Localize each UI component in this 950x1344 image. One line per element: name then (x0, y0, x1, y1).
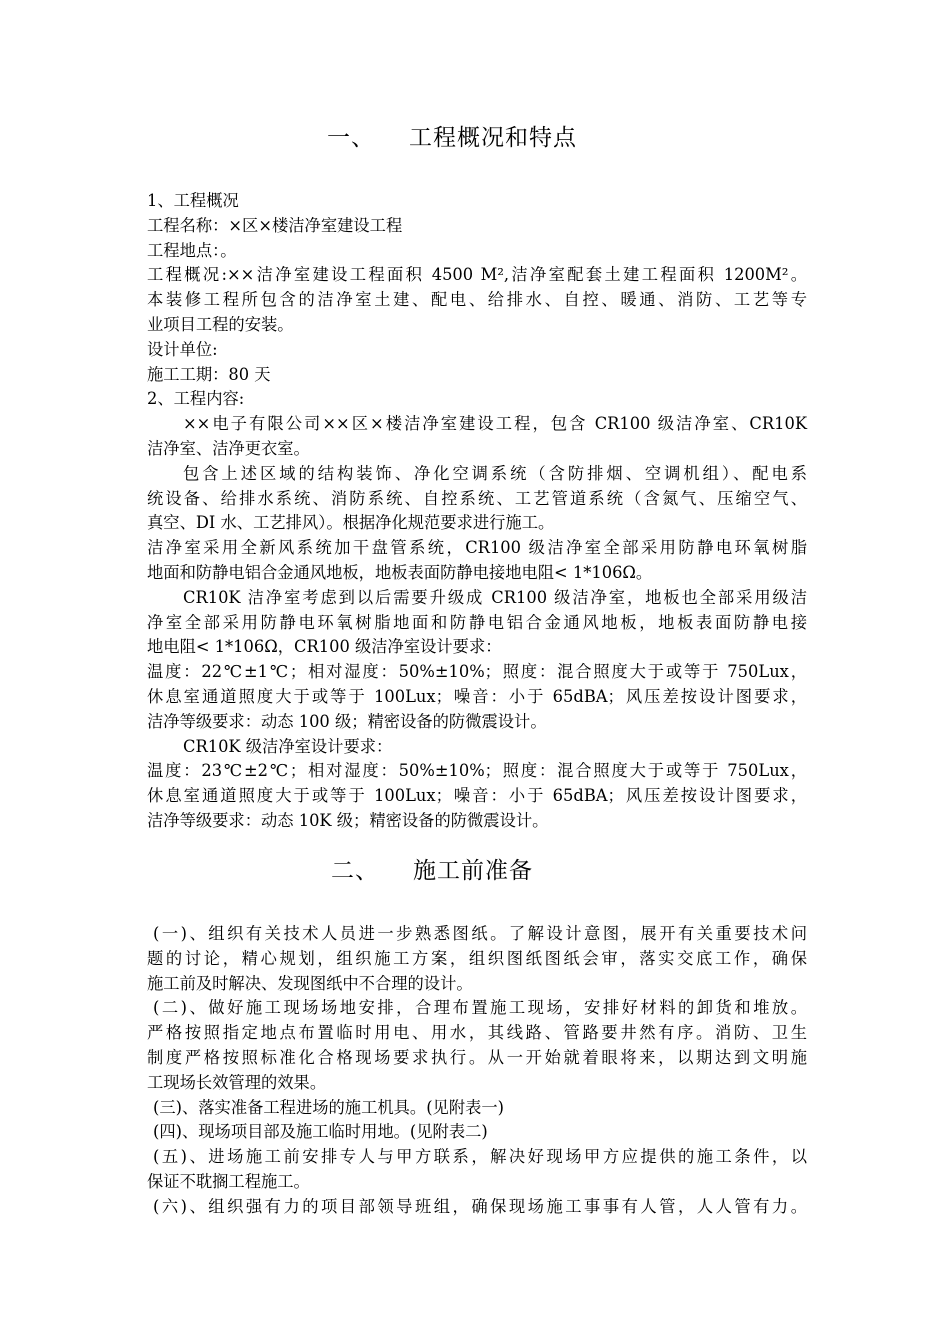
paragraph-line: 洁净室采用全新风系统加干盘管系统，CR100 级洁净室全部采用防静电环氧树脂 (147, 538, 807, 558)
paragraph-line: 题的讨论，精心规划，组织施工方案，组织图纸图纸会审，落实交底工作，确保 (147, 948, 807, 968)
paragraph-line: 洁净等级要求：动态 100 级；精密设备的防微震设计。 (147, 711, 547, 731)
paragraph-line: 业项目工程的安装。 (147, 314, 294, 334)
paragraph-line: 统设备、给排水系统、消防系统、自控系统、工艺管道系统（含氮气、压缩空气、 (147, 488, 807, 508)
paragraph-line: 本装修工程所包含的洁净室土建、配电、给排水、自控、暖通、消防、工艺等专 (147, 290, 807, 310)
paragraph-line: 真空、DI 水、工艺排风）。根据净化规范要求进行施工。 (147, 513, 555, 533)
paragraph-line: 温度：23℃±2℃；相对湿度：50%±10%；照度：混合照度大于或等于 750Lux， (147, 761, 807, 781)
paragraph-line: 设计单位: (147, 339, 218, 359)
paragraph-line: 洁净等级要求：动态 10K 级；精密设备的防微震设计。 (147, 810, 549, 830)
paragraph-line: (五)、进场施工前安排专人与甲方联系，解决好现场甲方应提供的施工条件，以 (153, 1147, 807, 1167)
paragraph-line: 工程地点：。 (147, 240, 237, 260)
section-1-heading (147, 119, 757, 152)
paragraph-line: (一)、组织有关技术人员进一步熟悉图纸。了解设计意图，展开有关重要技术问 (153, 924, 807, 943)
paragraph-line: 施工前及时解决、发现图纸中不合理的设计。 (147, 973, 473, 993)
paragraph-line: 休息室通道照度大于或等于 100Lux；噪音：小于 65dBA；风压差按设计图要求， (147, 686, 807, 706)
paragraph-line: 休息室通道照度大于或等于 100Lux；噪音：小于 65dBA；风压差按设计图要求， (147, 786, 807, 806)
paragraph-line: 地电阻< 1*106Ω，CR100 级洁净室设计要求： (147, 637, 502, 657)
section-1-body (147, 189, 807, 834)
paragraph-line: 1、工程概况 (147, 191, 239, 210)
paragraph-line: 工程名称：×区×楼洁净室建设工程 (147, 215, 403, 235)
paragraph-line: CR10K 级洁净室设计要求： (183, 736, 393, 756)
section-1-number: 一、 (327, 125, 375, 151)
paragraph-line: 工程概况:××洁净室建设工程面积 4500 M²,洁净室配套土建工程面积 1200M²。 (147, 265, 807, 285)
section-2-title: 施工前准备 (413, 858, 533, 884)
paragraph-line: (四)、现场项目部及施工临时用地。(见附表二) (153, 1122, 488, 1142)
paragraph-line: 温度：22℃±1℃；相对湿度：50%±10%；照度：混合照度大于或等于 750Lux， (147, 662, 807, 682)
paragraph-line: 地面和防静电铝合金通风地板，地板表面防静电接地电阻< 1*106Ω。 (147, 562, 653, 582)
paragraph-line: (三)、落实准备工程进场的施工机具。(见附表一) (153, 1097, 505, 1117)
paragraph-line: (六)、组织强有力的项目部领导班组，确保现场施工事事有人管，人人管有力。 (153, 1196, 807, 1216)
section-2-number: 二、 (331, 858, 379, 884)
paragraph-line: 2、工程内容: (147, 389, 245, 409)
paragraph-line: (二)、做好施工现场场地安排，合理布置施工现场，安排好材料的卸货和堆放。 (153, 998, 807, 1018)
paragraph-line: 严格按照指定地点布置临时用电、用水，其线路、管路要井然有序。消防、卫生 (147, 1023, 807, 1043)
paragraph-line: CR10K 洁净室考虑到以后需要升级成 CR100 级洁净室，地板也全部采用级洁 (183, 587, 807, 607)
paragraph-line: 制度严格按照标准化合格现场要求执行。从一开始就着眼将来，以期达到文明施 (147, 1047, 807, 1067)
paragraph-line: 净室全部采用防静电环氧树脂地面和防静电铝合金通风地板，地板表面防静电接 (147, 612, 807, 632)
paragraph-line: 洁净室、洁净更衣室。 (147, 438, 310, 458)
section-2-heading (147, 852, 717, 885)
paragraph-line: 包含上述区域的结构装饰、净化空调系统（含防排烟、空调机组）、配电系 (183, 463, 807, 483)
section-1-title: 工程概况和特点 (409, 125, 577, 151)
paragraph-line: 工现场长效管理的效果。 (147, 1072, 327, 1092)
paragraph-line: 施工工期：80 天 (147, 364, 271, 384)
section-2-body (147, 922, 807, 1220)
paragraph-line: 保证不耽搁工程施工。 (147, 1171, 310, 1191)
paragraph-line: ××电子有限公司××区×楼洁净室建设工程，包含 CR100 级洁净室、CR10K (183, 414, 807, 434)
